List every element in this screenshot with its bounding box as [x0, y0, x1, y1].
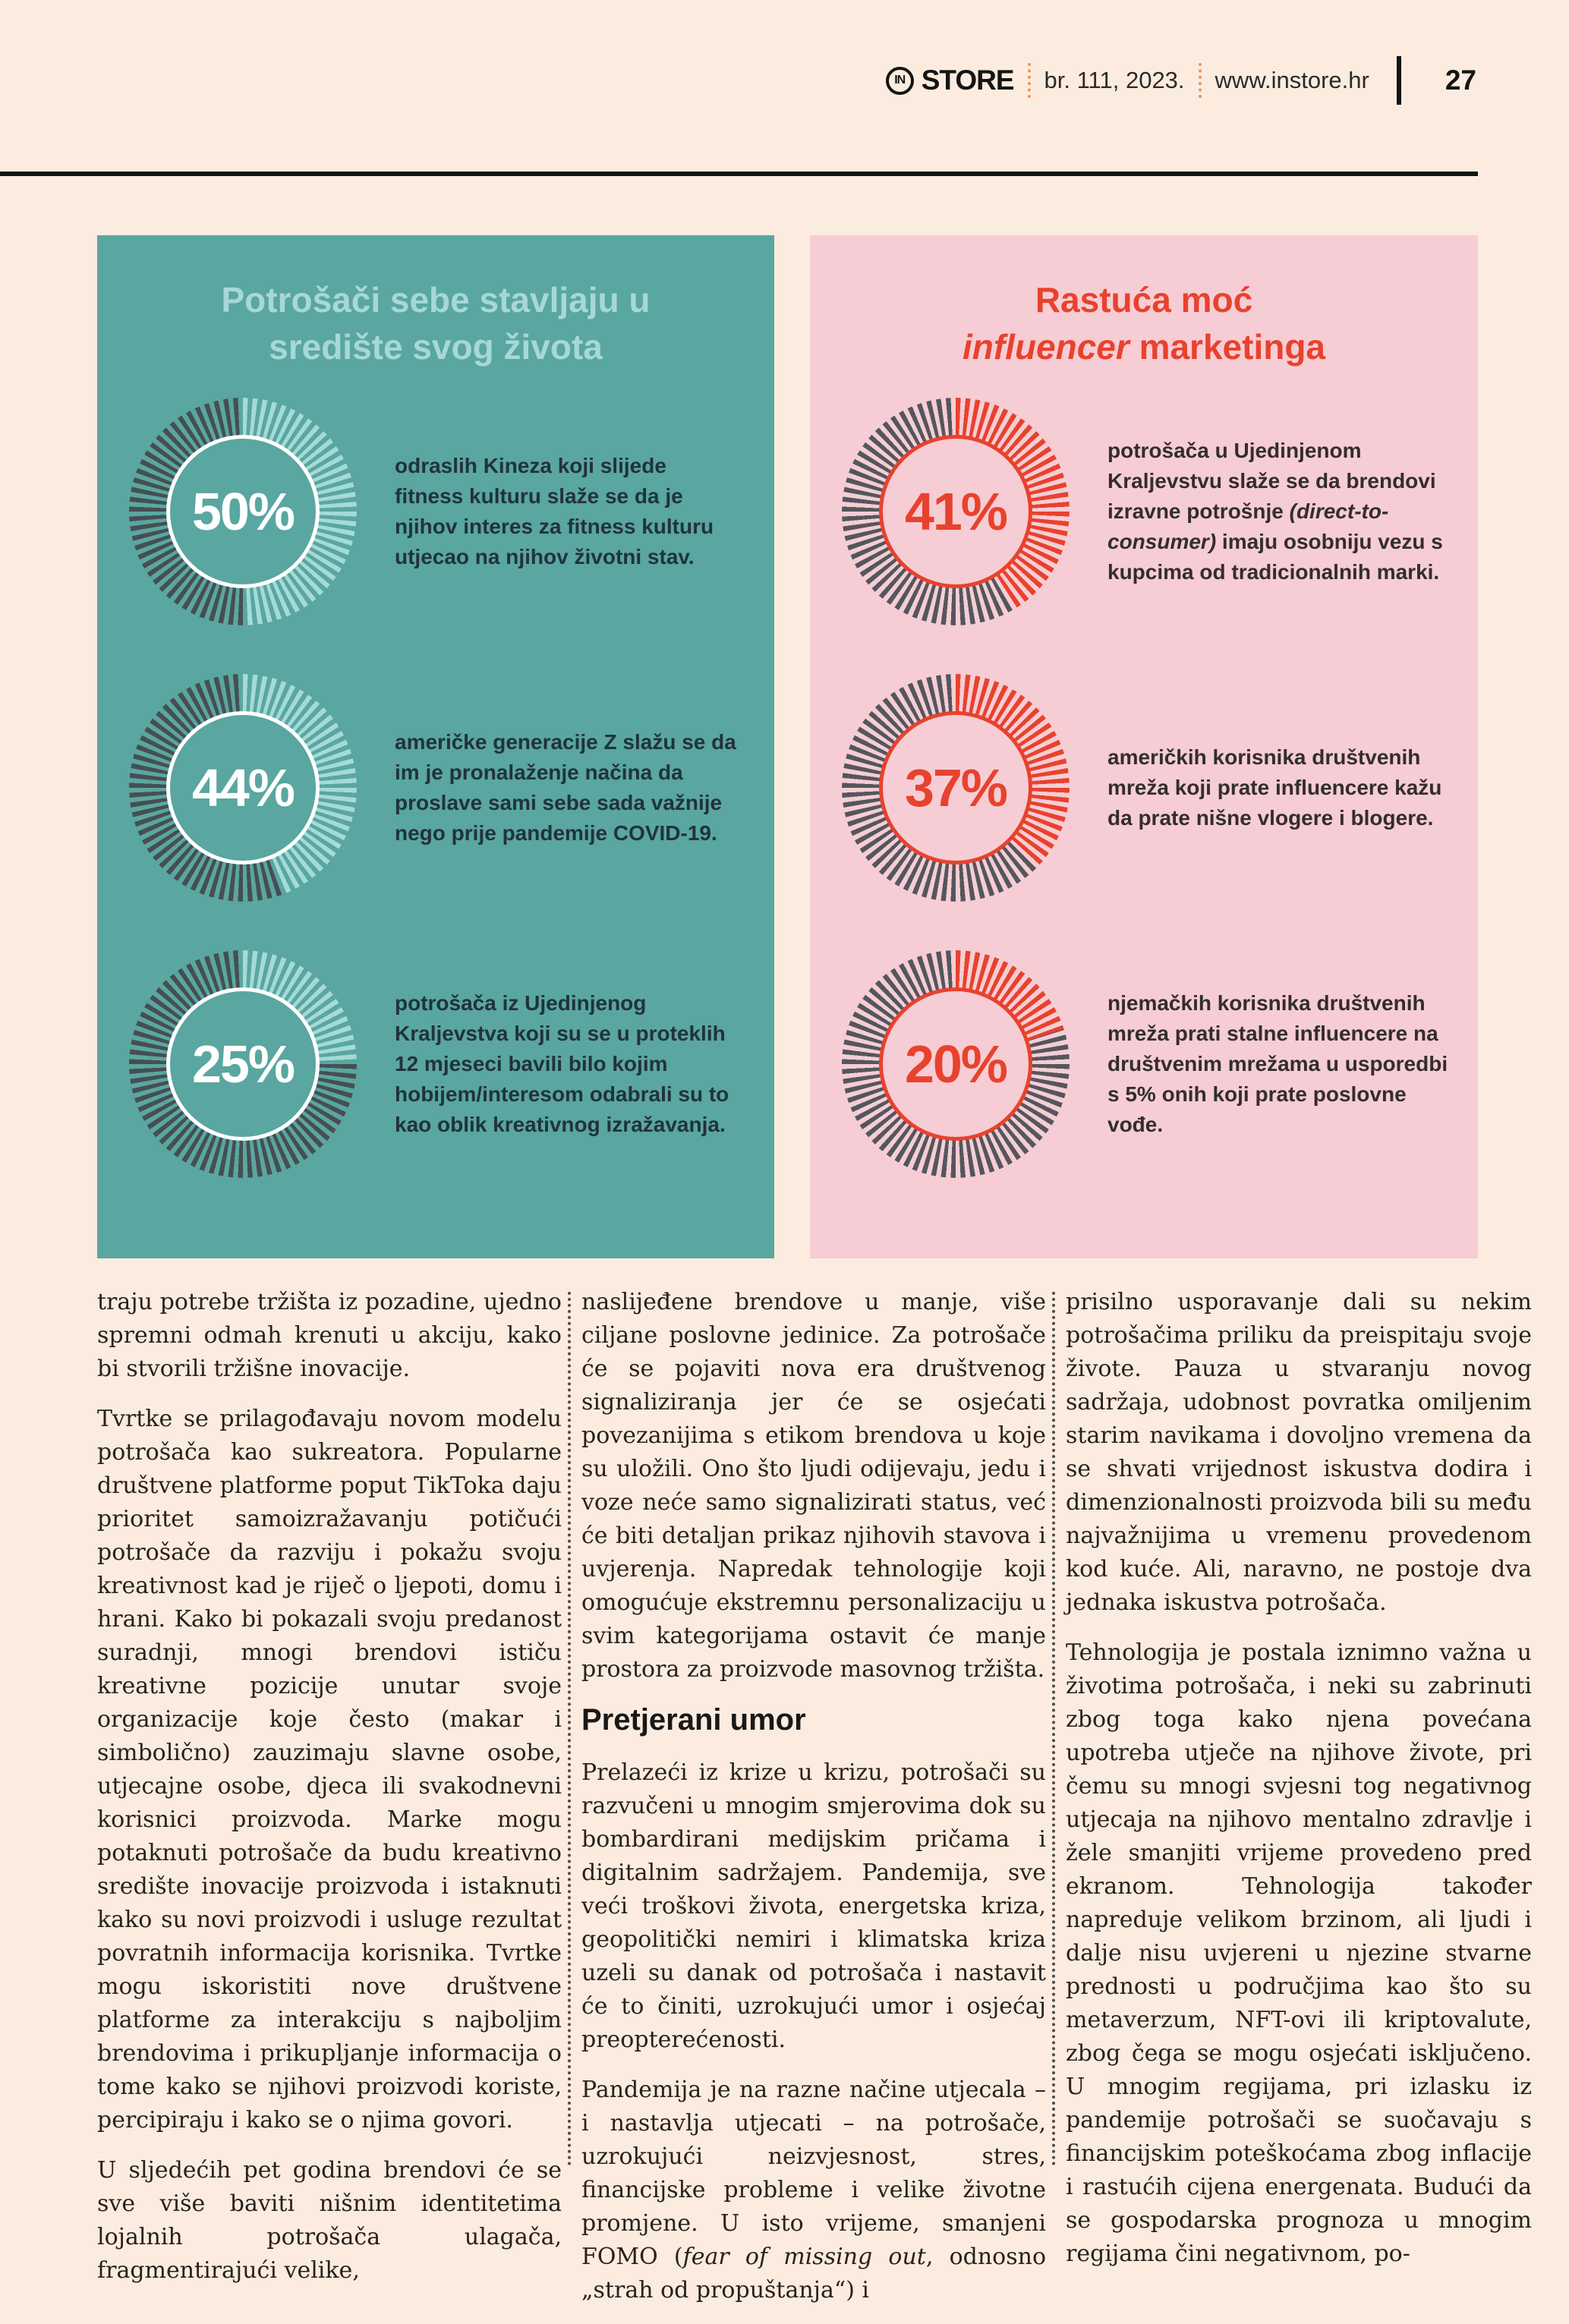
donut-chart-41	[842, 398, 1070, 625]
issue-number: br. 111, 2023.	[1044, 67, 1185, 93]
stat-row	[129, 398, 774, 625]
stat-caption: američkih korisnika društvenih mreža koji prate influencere kažu da prate nišne vlogere i blogere.	[1107, 745, 1442, 830]
paragraph: Tvrtke se prilagođavaju novom modelu potrošača kao sukreatora. Popularne društvene platforme poput TikToka daju prioritet samoizražavanju potičući potrošače da razviju i pokažu svoju kreativnost kad je riječ o ljepoti, domu i hrani. Kako bi pokazali svoju predanost suradnji, mnogi brendovi ističu kreativne pozicije unutar svoje organizacije koje često (makar i simbolično) zauzimaju slavne osobe, utjecajne osobe, djeca ili svakodnevni korisnici proizvoda. Marke mogu potaknuti potrošače da budu kreativno središte inovacije proizvoda i istaknuti kako su novi proizvodi i usluge rezultat povratnih informacija korisnika. Tvrtke mogu iskoristiti nove društvene platforme za interakciju s najboljim brendovima i prikupljanje informacija o tome kako se njihovi proizvodi koriste, percipiraju i kako se o njima govori.	[97, 1406, 562, 2133]
article-column-2	[581, 1286, 1046, 2324]
stat-row	[129, 950, 774, 1178]
stat-caption: njemačkih korisnika društvenih mreža prati stalne influencere na društvenim mrežama u usporedbi s 5% onih koji prate poslovne vođe.	[1107, 991, 1448, 1136]
paragraph: traju potrebe tržišta iz pozadine, ujedno spremni odmah krenuti u akciju, kako bi stvorili tržišne inovacije.	[97, 1289, 562, 1382]
article-column-3	[1066, 1286, 1532, 2288]
header-rule	[0, 172, 1478, 176]
stat-caption: potrošača iz Ujedinjenog Kraljevstva koji su se u proteklih 12 mjeseci bavili bilo kojim hobijem/interesom odabrali su to kao oblik kreativnog izražavanja.	[395, 991, 729, 1136]
paragraph: U sljedećih pet godina brendovi će se sve više baviti nišnim identitetima lojalnih potrošača ulagača, fragmentirajući velike,	[97, 2157, 562, 2284]
infographic-panel-consumers	[97, 235, 774, 1258]
header-divider-icon	[1028, 63, 1031, 98]
panel-title-line: Potrošači sebe stavljaju u	[221, 280, 651, 320]
donut-chart-25	[129, 950, 357, 1178]
stat-caption: američke generacije Z slažu se da im je pronalaženje načina da proslave sami sebe sada važnije nego prije pandemije COVID-19.	[395, 730, 736, 845]
column-divider	[568, 1292, 571, 2166]
donut-hole	[166, 711, 320, 864]
stat-row	[842, 674, 1478, 902]
stat-row	[842, 398, 1478, 625]
donut-chart-37	[842, 674, 1070, 902]
column-divider	[1052, 1292, 1055, 2166]
instore-logo-icon: IN	[886, 67, 914, 95]
panel-title	[810, 235, 1478, 370]
article-column-1	[97, 1286, 562, 2304]
infographic-panel-influencers	[810, 235, 1478, 1258]
donut-hole	[879, 435, 1032, 588]
donut-hole	[166, 987, 320, 1141]
panel-title-line: središte svog života	[269, 327, 603, 367]
stat-value: 37%	[904, 758, 1007, 817]
panel-title	[97, 235, 774, 370]
paragraph: Prelazeći iz krize u krizu, potrošači su razvučeni u mnogim smjerovima dok su bombardirani medijskim pričama i digitalnim sadržajem. Pandemija, sve veći troškovi života, energetska kriza, geopolitički nemiri i klimatska kriza uzeli su danak od potrošača i nastavit će to činiti, uzrokujući umor i osjećaj preopterećenosti.	[581, 1759, 1046, 2053]
donut-hole	[166, 435, 320, 588]
header-divider-icon	[1199, 63, 1202, 98]
website-url: www.instore.hr	[1215, 67, 1369, 93]
page-number-bar	[1397, 56, 1401, 105]
panel-title-line: Rastuća moć	[1035, 280, 1253, 320]
stat-value: 20%	[904, 1034, 1007, 1094]
paragraph: Tehnologija je postala iznimno važna u životima potrošača, i neki su zabrinuti zbog toga kako njena povećana upotreba utječe na njihove živote, pri čemu su mnogi svjesni tog negativnog utjecaja na njihovo mentalno zdravlje i žele smanjiti vrijeme provedeno pred ekranom. Tehnologija također napreduje velikom brzinom, ali ljudi i dalje nisu uvjereni u njezine stvarne prednosti u područjima kao što su metaverzum, NFT-ovi ili kriptovalute, zbog čega se mogu osjećati isključeno. U mnogim regijama, pri izlasku iz pandemije potrošači se suočavaju s financijskim poteškoćama zbog inflacije i rastućih cijena energenata. Budući da se gospodarska prognoza u mnogim regijama čini negativnom, po-	[1066, 1639, 1532, 2267]
paragraph: Pandemija je na razne načine utjecala – i nastavlja utjecati – na potrošače, uzrokujući neizvjesnost, stres, financijske probleme i velike životne promjene. U isto vrijeme, smanjeni FOMO (fear of missing out, odnosno „strah od propuštanja“) i	[581, 2077, 1046, 2304]
stat-value: 25%	[191, 1034, 295, 1094]
stat-rows	[810, 370, 1478, 1178]
page-header	[886, 56, 1476, 105]
stat-value: 50%	[191, 482, 295, 541]
paragraph: prisilno usporavanje dali su nekim potrošačima priliku da preispitaju svoje živote. Pauza u stvaranju novog sadržaja, udobnost povratka omiljenim starim navikama i dovoljno vremena da se shvati vrijednost iskustva dodira i dimenzionalnosti proizvoda bili su među najvažnijima u vremenu provedenom kod kuće. Ali, naravno, ne postoje dva jednaka iskustva potrošača.	[1066, 1289, 1532, 1616]
donut-chart-20	[842, 950, 1070, 1178]
stat-value: 44%	[191, 758, 295, 817]
donut-hole	[879, 711, 1032, 864]
donut-chart-44	[129, 674, 357, 902]
stat-value: 41%	[904, 482, 1007, 541]
paragraph: naslijeđene brendove u manje, više ciljane poslovne jedinice. Za potrošače će se pojaviti nova era društvenog signaliziranja jer će se osjećati povezanijima s etikom brendova u koje su uložili. Ono što ljudi odijevaju, jedu i voze neće samo signalizirati status, već će biti detaljan prikaz njihovih stavova i uvjerenja. Napredak tehnologije koji omogućuje ekstremnu personalizaciju u svim kategorijama ostavit će manje prostora za proizvode masovnog tržišta.	[581, 1289, 1046, 1683]
stat-rows	[97, 370, 774, 1178]
stat-caption: odraslih Kineza koji slijede fitness kulturu slaže se da je njihov interes za fitness kulturu utjecao na njihov životni stav.	[395, 454, 714, 568]
stat-caption: potrošača u Ujedinjenom Kraljevstvu slaže se da brendovi izravne potrošnje (direct-to-consumer) imaju osobniju vezu s kupcima od tradicionalnih marki.	[1107, 439, 1443, 584]
panel-title-line: influencer marketinga	[962, 327, 1326, 367]
section-heading: Pretjerani umor	[581, 1703, 806, 1737]
stat-row	[129, 674, 774, 902]
donut-chart-50	[129, 398, 357, 625]
donut-hole	[879, 987, 1032, 1141]
stat-row	[842, 950, 1478, 1178]
magazine-title: STORE	[921, 65, 1014, 96]
page-number: 27	[1445, 65, 1476, 96]
